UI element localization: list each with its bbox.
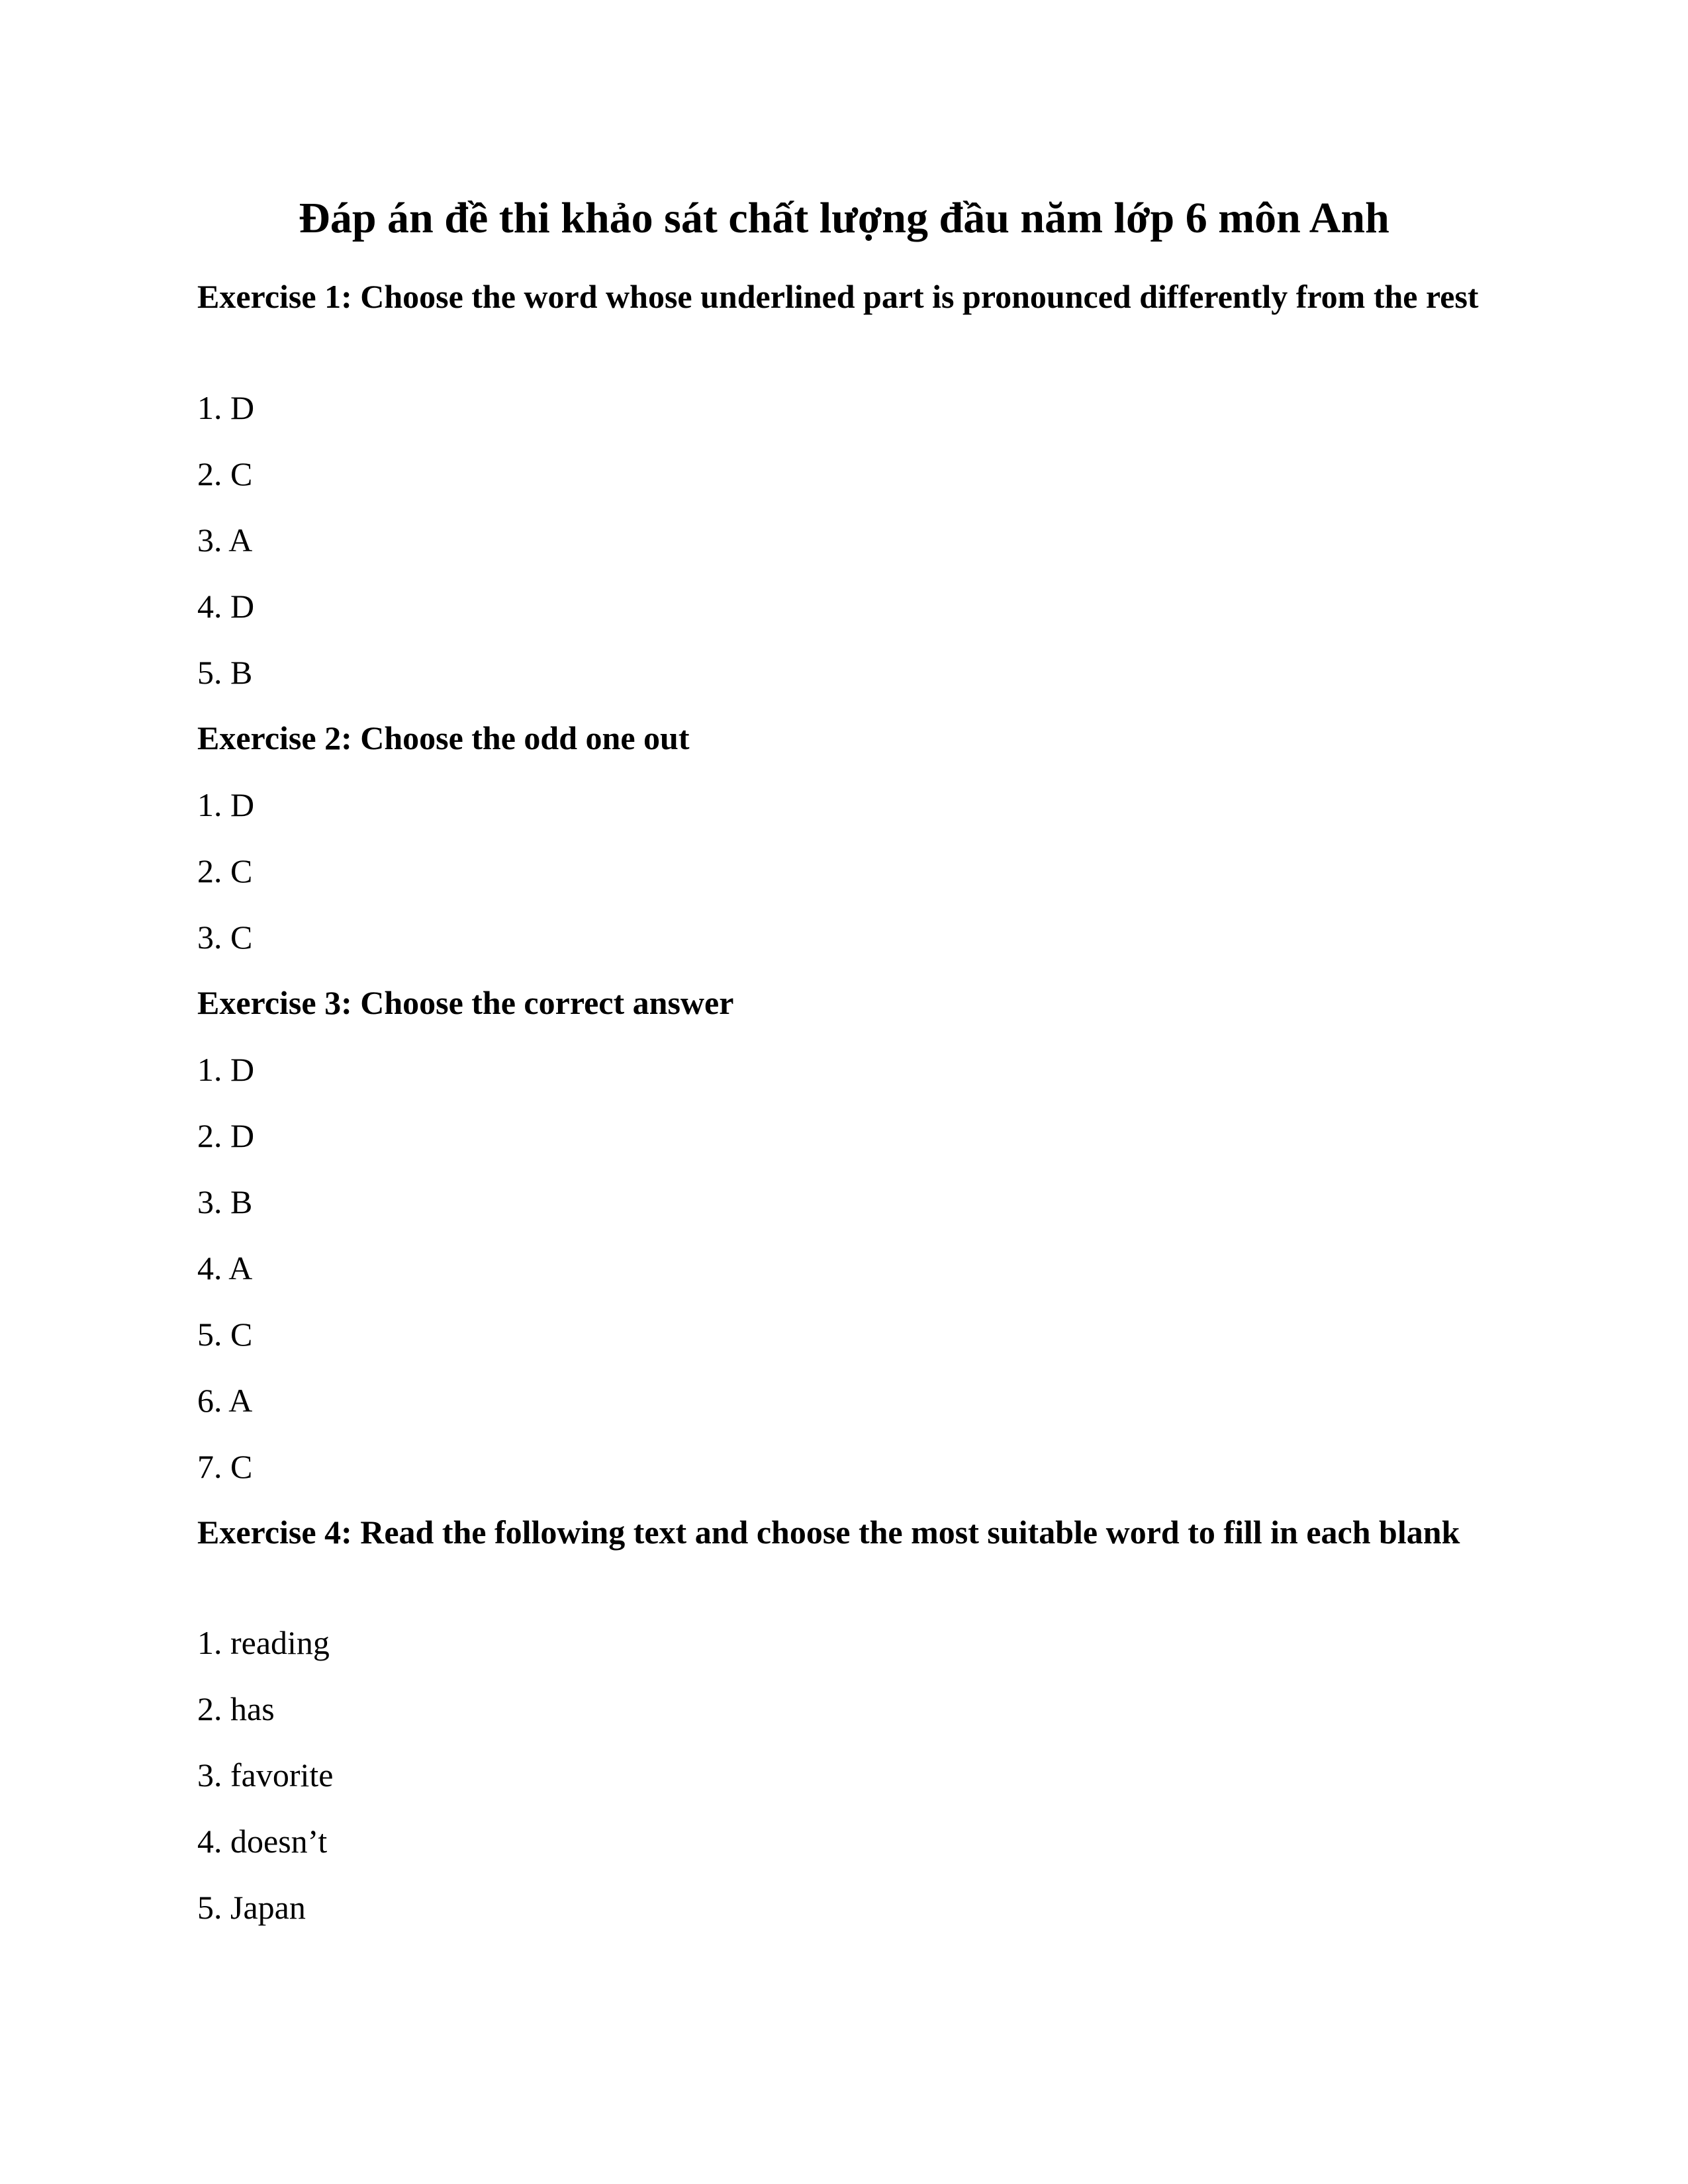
- exercise-3-answer-6: 6. A: [197, 1382, 253, 1419]
- exercise-3-answer-3: 3. B: [197, 1183, 253, 1220]
- exercise-4-answer-1: 1. reading: [197, 1624, 330, 1661]
- exercise-4-answer-5: 5. Japan: [197, 1889, 306, 1926]
- exercise-4-answer-2: 2. has: [197, 1690, 275, 1727]
- exercise-2-answer-3: 3. C: [197, 919, 253, 956]
- exercise-1-answer-4: 4. D: [197, 588, 255, 625]
- exercise-2-heading: Exercise 2: Choose the odd one out: [197, 719, 690, 756]
- exercise-2-answer-1: 1. D: [197, 786, 255, 823]
- exercise-1-answer-2: 2. C: [197, 455, 253, 492]
- exercise-3-answer-4: 4. A: [197, 1250, 253, 1287]
- exercise-1-answer-1: 1. D: [197, 389, 255, 426]
- exercise-4-answer-4: 4. doesn’t: [197, 1823, 328, 1860]
- exercise-3-heading: Exercise 3: Choose the correct answer: [197, 984, 734, 1021]
- exercise-1-answer-5: 5. B: [197, 654, 253, 691]
- exercise-4-answer-3: 3. favorite: [197, 1756, 334, 1794]
- exercise-2-answer-2: 2. C: [197, 852, 253, 889]
- exercise-3-answer-7: 7. C: [197, 1448, 253, 1485]
- exercise-3-answer-5: 5. C: [197, 1316, 253, 1353]
- exercise-1-heading: Exercise 1: Choose the word whose underlined part is pronounced differently from the rest: [197, 278, 1479, 315]
- exercise-1-answer-3: 3. A: [197, 522, 253, 559]
- document-title: Đáp án đề thi khảo sát chất lượng đầu năm lớp 6 môn Anh: [299, 194, 1389, 242]
- exercise-3-answer-1: 1. D: [197, 1051, 255, 1088]
- exercise-3-answer-2: 2. D: [197, 1117, 255, 1154]
- exercise-4-heading: Exercise 4: Read the following text and choose the most suitable word to fill in each blank: [197, 1514, 1460, 1551]
